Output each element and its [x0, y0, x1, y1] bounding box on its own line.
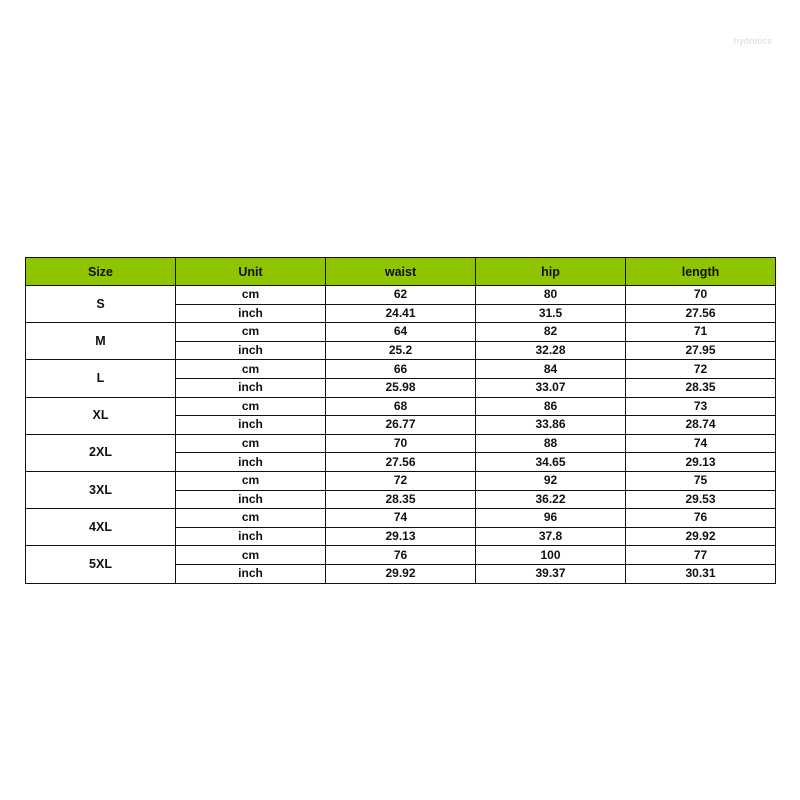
unit-cell: inch [176, 304, 326, 323]
waist-cell: 66 [326, 360, 476, 379]
unit-cell: inch [176, 378, 326, 397]
unit-cell: cm [176, 286, 326, 305]
hip-cell: 33.86 [476, 416, 626, 435]
length-cell: 29.92 [626, 527, 776, 546]
hip-cell: 31.5 [476, 304, 626, 323]
size-chart-table [25, 257, 776, 584]
size-cell: 2XL [26, 434, 176, 471]
waist-cell: 76 [326, 546, 476, 565]
waist-cell: 64 [326, 323, 476, 342]
table-row-cm [26, 360, 776, 379]
table-row-cm [26, 434, 776, 453]
waist-cell: 29.92 [326, 564, 476, 583]
unit-cell: cm [176, 323, 326, 342]
hip-cell: 34.65 [476, 453, 626, 472]
hip-cell: 82 [476, 323, 626, 342]
table-header [26, 258, 776, 286]
size-cell: L [26, 360, 176, 397]
unit-cell: cm [176, 397, 326, 416]
size-cell: M [26, 323, 176, 360]
length-cell: 75 [626, 471, 776, 490]
hip-cell: 39.37 [476, 564, 626, 583]
size-cell: XL [26, 397, 176, 434]
hip-cell: 80 [476, 286, 626, 305]
hip-cell: 32.28 [476, 341, 626, 360]
length-cell: 28.74 [626, 416, 776, 435]
hip-cell: 33.07 [476, 378, 626, 397]
header-unit: Unit [176, 258, 326, 286]
hip-cell: 86 [476, 397, 626, 416]
unit-cell: inch [176, 416, 326, 435]
waist-cell: 25.2 [326, 341, 476, 360]
table-body [26, 286, 776, 584]
length-cell: 77 [626, 546, 776, 565]
waist-cell: 26.77 [326, 416, 476, 435]
hip-cell: 100 [476, 546, 626, 565]
size-cell: 4XL [26, 509, 176, 546]
table-row-cm [26, 471, 776, 490]
waist-cell: 25.98 [326, 378, 476, 397]
watermark-text: hydrolics [733, 36, 772, 46]
unit-cell: cm [176, 471, 326, 490]
waist-cell: 70 [326, 434, 476, 453]
length-cell: 29.53 [626, 490, 776, 509]
header-length: length [626, 258, 776, 286]
waist-cell: 29.13 [326, 527, 476, 546]
hip-cell: 84 [476, 360, 626, 379]
waist-cell: 74 [326, 509, 476, 528]
unit-cell: inch [176, 564, 326, 583]
waist-cell: 68 [326, 397, 476, 416]
unit-cell: inch [176, 453, 326, 472]
length-cell: 29.13 [626, 453, 776, 472]
unit-cell: cm [176, 509, 326, 528]
header-waist: waist [326, 258, 476, 286]
hip-cell: 36.22 [476, 490, 626, 509]
waist-cell: 27.56 [326, 453, 476, 472]
length-cell: 27.56 [626, 304, 776, 323]
waist-cell: 62 [326, 286, 476, 305]
table-row-cm [26, 397, 776, 416]
unit-cell: cm [176, 434, 326, 453]
unit-cell: cm [176, 546, 326, 565]
length-cell: 70 [626, 286, 776, 305]
length-cell: 27.95 [626, 341, 776, 360]
unit-cell: inch [176, 341, 326, 360]
size-cell: 5XL [26, 546, 176, 583]
length-cell: 74 [626, 434, 776, 453]
length-cell: 73 [626, 397, 776, 416]
length-cell: 72 [626, 360, 776, 379]
waist-cell: 28.35 [326, 490, 476, 509]
unit-cell: cm [176, 360, 326, 379]
length-cell: 28.35 [626, 378, 776, 397]
size-cell: S [26, 286, 176, 323]
header-size: Size [26, 258, 176, 286]
length-cell: 71 [626, 323, 776, 342]
table-row-cm [26, 286, 776, 305]
size-cell: 3XL [26, 471, 176, 508]
header-hip: hip [476, 258, 626, 286]
waist-cell: 72 [326, 471, 476, 490]
hip-cell: 37.8 [476, 527, 626, 546]
unit-cell: inch [176, 527, 326, 546]
header-row [26, 258, 776, 286]
table-row-cm [26, 546, 776, 565]
table-row-cm [26, 323, 776, 342]
length-cell: 76 [626, 509, 776, 528]
table-row-cm [26, 509, 776, 528]
hip-cell: 92 [476, 471, 626, 490]
length-cell: 30.31 [626, 564, 776, 583]
unit-cell: inch [176, 490, 326, 509]
waist-cell: 24.41 [326, 304, 476, 323]
hip-cell: 96 [476, 509, 626, 528]
hip-cell: 88 [476, 434, 626, 453]
